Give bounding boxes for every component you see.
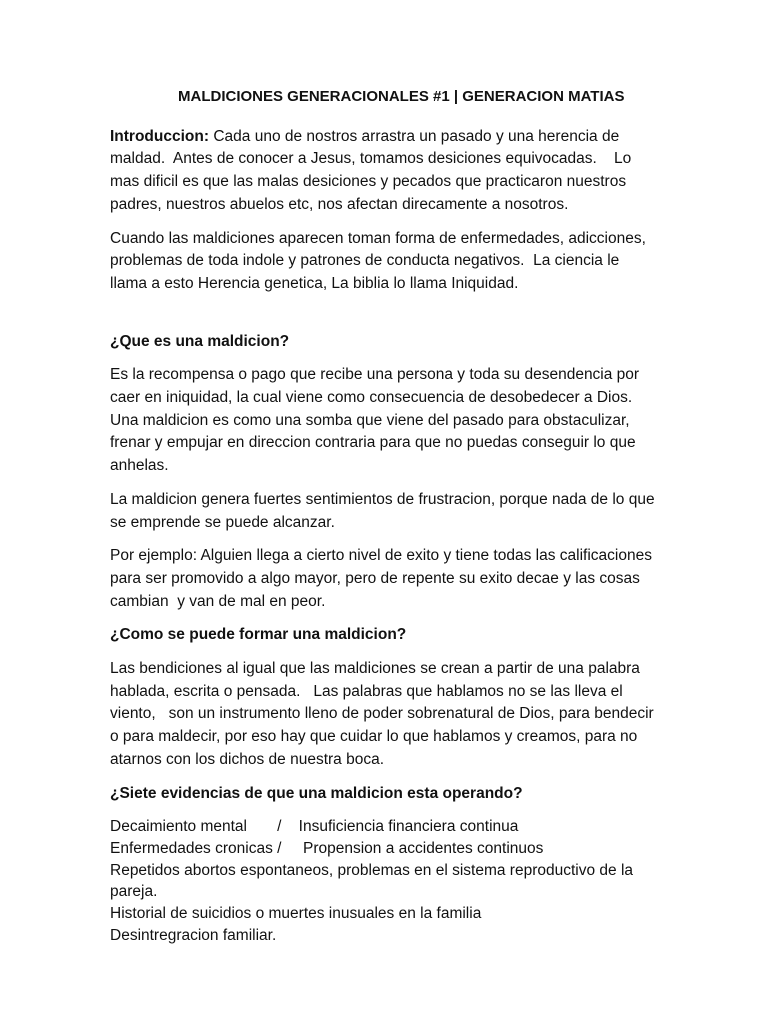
frustration-paragraph: La maldicion genera fuertes sentimientos de frustracion, porque nada de lo que se emprende se puede alcanzar. [110, 490, 659, 531]
evidence-list [110, 816, 658, 946]
example-paragraph: Por ejemplo: Alguien llega a cierto nivel de exito y tiene todas las calificaciones para ser promovido a algo mayor, pero de repente su exito decae y las cosas cambian y van de mal en peor. [110, 547, 657, 610]
section-heading-how-formed: ¿Como se puede formar una maldicion? [110, 626, 407, 644]
definition-paragraph: Es la recompensa o pago que recibe una persona y toda su desendencia por caer en iniquidad, la cual viene como consecuencia de desobedecer a Dios. Una maldicion es como una somba que viene del pasado para obstaculizar, frenar y empujar en direccion contraria para que no puedas conseguir lo que anhelas. [110, 366, 646, 475]
intro-label: Introduccion: [110, 127, 210, 145]
evidence-line: Repetidos abortos espontaneos, problemas en el sistema reproductivo de la pareja. [110, 861, 638, 901]
section-heading-what-is: ¿Que es una maldicion? [110, 332, 290, 350]
section-spacer [110, 307, 658, 331]
section-heading-evidences: ¿Siete evidencias de que una maldicion esta operando? [110, 784, 523, 802]
evidence-line: Desintregracion familiar. [110, 926, 277, 944]
intro-paragraph [110, 126, 658, 217]
evidence-line: Historial de suicidios o muertes inusuales en la familia [110, 905, 482, 923]
page-title: MALDICIONES GENERACIONALES #1 | GENERACION MATIAS [178, 88, 625, 105]
manifest-paragraph: Cuando las maldiciones aparecen toman forma de enfermedades, adicciones, problemas de toda indole y patrones de conducta negativos. La ciencia le llama a esto Herencia genetica, La biblia lo llama Iniquidad. [110, 229, 651, 292]
formation-paragraph: Las bendiciones al igual que las maldiciones se crean a partir de una palabra hablada, escrita o pensada. Las palabras que hablamos no se las lleva el viento, son un instrumento lleno de poder sobrenatural de Dios, para bendecir o para maldecir, por eso hay que cuidar lo que hablamos y creamos, para no atarnos con los dichos de nuestra boca. [110, 660, 659, 768]
intro-text: Cada uno de nostros arrastra un pasado y una herencia de maldad. Antes de conocer a Jesus, tomamos desiciones equivocadas. Lo mas dificil es que las malas desiciones y pecados que practicaron nuestros padres, nuestros abuelos etc, nos afectan direcamente a nosotros. [110, 127, 636, 213]
document-page [110, 86, 658, 947]
evidence-line: Enfermedades cronicas / Propension a accidentes continuos [110, 839, 544, 857]
evidence-line: Decaimiento mental / Insuficiencia financiera continua [110, 818, 519, 836]
